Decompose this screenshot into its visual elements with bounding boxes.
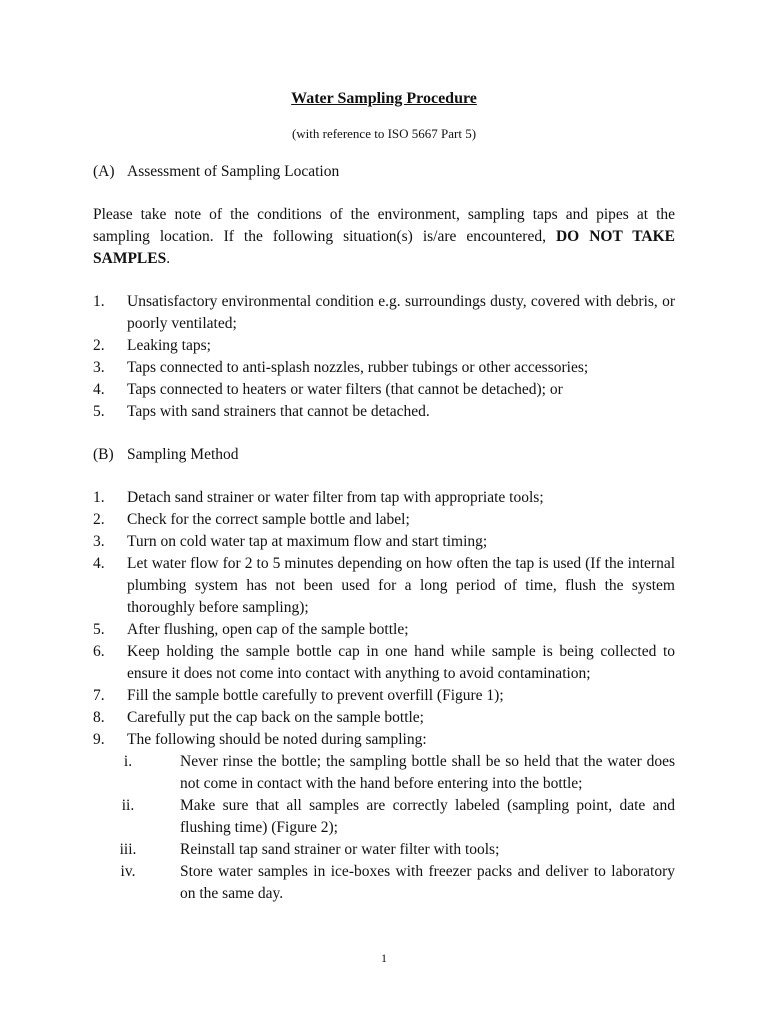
list-item-text: Taps connected to anti-splash nozzles, rubber tubings or other accessories; <box>127 359 589 376</box>
list-item <box>93 553 675 619</box>
list-item-text: The following should be noted during sampling: <box>127 731 427 748</box>
document-subtitle: (with reference to ISO 5667 Part 5) <box>291 126 477 141</box>
list-item-text: Keep holding the sample bottle cap in one hand while sample is being collected to ensure it does not come into contact with anything to avoid contamination; <box>127 643 675 682</box>
list-item-number: 2. <box>93 337 105 354</box>
list-item-number: 1. <box>93 489 105 506</box>
list-item-text: Check for the correct sample bottle and label; <box>127 511 410 528</box>
list-item-text: Fill the sample bottle carefully to prevent overfill (Figure 1); <box>127 687 504 704</box>
list-item-text: Taps connected to heaters or water filters (that cannot be detached); or <box>127 381 563 398</box>
section-a-intro-text: Please take note of the conditions of the environment, sampling taps and pipes at the sampling location. If the following situation(s) is/are encountered, <box>93 206 675 245</box>
list-item <box>93 641 675 685</box>
list-item-number: 3. <box>93 359 105 376</box>
list-item <box>93 291 675 335</box>
list-item-number: 5. <box>93 621 105 638</box>
list-item-text: Carefully put the cap back on the sample bottle; <box>127 709 424 726</box>
sub-list-item-number: ii. <box>121 797 135 814</box>
section-a-letter: (A) <box>93 163 115 180</box>
list-item-text: Taps with sand strainers that cannot be detached. <box>127 403 430 420</box>
section-a-heading <box>93 161 675 183</box>
list-item <box>93 357 675 379</box>
sub-list-item-text: Never rinse the bottle; the sampling bottle shall be so held that the water does not come in contact with the hand before entering into the bottle; <box>180 753 675 792</box>
sub-list-item-number: iv. <box>120 863 136 880</box>
sub-list-item-text: Reinstall tap sand strainer or water filter with tools; <box>180 841 500 858</box>
sub-list-item <box>93 795 675 839</box>
list-item <box>93 685 675 707</box>
list-item-text: Leaking taps; <box>127 337 211 354</box>
list-item-number: 3. <box>93 533 105 550</box>
list-item <box>93 487 675 509</box>
list-item-number: 8. <box>93 709 105 726</box>
list-item <box>93 379 675 401</box>
sub-list-item-number: i. <box>123 753 133 770</box>
list-item-number: 2. <box>93 511 105 528</box>
list-item <box>93 531 675 553</box>
sub-list-item-number: iii. <box>119 841 137 858</box>
list-item-number: 6. <box>93 643 105 660</box>
list-item-text: Turn on cold water tap at maximum flow and start timing; <box>127 533 488 550</box>
section-b-list <box>93 487 675 751</box>
list-item-text: Unsatisfactory environmental condition e.g. surroundings dusty, covered with debris, or poorly ventilated; <box>127 293 675 332</box>
list-item-number: 9. <box>93 731 105 748</box>
list-item <box>93 509 675 531</box>
sub-list-item <box>93 861 675 905</box>
list-item <box>93 619 675 641</box>
sub-list-item-text: Make sure that all samples are correctly labeled (sampling point, date and flushing time) (Figure 2); <box>180 797 675 836</box>
list-item-number: 4. <box>93 555 105 572</box>
list-item-text: After flushing, open cap of the sample bottle; <box>127 621 409 638</box>
document-body <box>93 88 675 905</box>
list-item <box>93 401 675 423</box>
sub-list-item <box>93 751 675 795</box>
list-item <box>93 707 675 729</box>
list-item-number: 4. <box>93 381 105 398</box>
section-b-sublist <box>93 751 675 905</box>
section-a-intro-end: . <box>166 250 171 267</box>
list-item-number: 1. <box>93 293 105 310</box>
list-item-number: 7. <box>93 687 105 704</box>
section-a-title: Assessment of Sampling Location <box>127 163 340 180</box>
sub-list-item-text: Store water samples in ice-boxes with freezer packs and deliver to laboratory on the same day. <box>180 863 675 902</box>
section-b-heading <box>93 444 675 466</box>
list-item-text: Detach sand strainer or water filter from tap with appropriate tools; <box>127 489 544 506</box>
page-number: 1 <box>381 951 387 965</box>
section-a-intro <box>93 204 675 270</box>
section-a-list <box>93 291 675 423</box>
list-item-number: 5. <box>93 403 105 420</box>
list-item-text: Let water flow for 2 to 5 minutes depending on how often the tap is used (If the internal plumbing system has not been used for a long period of time, flush the system thoroughly before sampling); <box>127 555 675 616</box>
section-a-intro-warning: DO NOT TAKE SAMPLES <box>93 228 675 267</box>
document-title: Water Sampling Procedure <box>291 90 477 107</box>
list-item <box>93 335 675 357</box>
list-item <box>93 729 675 751</box>
section-b-letter: (B) <box>93 446 114 463</box>
sub-list-item <box>93 839 675 861</box>
section-b-title: Sampling Method <box>127 446 239 463</box>
